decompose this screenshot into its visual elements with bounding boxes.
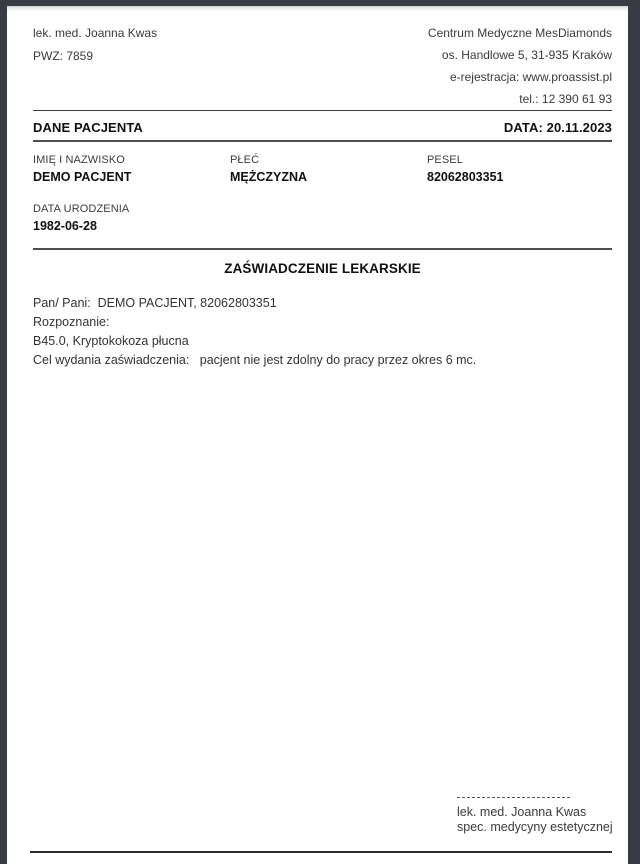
field-sex-label: PŁEĆ (230, 154, 260, 166)
certificate-body (33, 296, 612, 368)
patient-section-divider (33, 140, 612, 142)
doctor-pwz: PWZ: 7859 (33, 49, 94, 63)
patient-section-title: DANE PACJENTA (33, 120, 143, 135)
certificate-section-divider (33, 248, 612, 250)
patient-fields-row-1 (33, 153, 612, 185)
certificate-title: ZAŚWIADCZENIE LEKARSKIE (224, 261, 421, 276)
signature-doctor-name: lek. med. Joanna Kwas (457, 805, 587, 819)
clinic-eregistration: e-rejestracja: www.proassist.pl (449, 70, 612, 84)
field-sex-value: MĘŻCZYZNA (230, 170, 308, 184)
field-birthdate-label: DATA URODZENIA (33, 203, 130, 215)
signature-line (457, 797, 570, 798)
field-birthdate (33, 202, 230, 234)
doctor-name: lek. med. Joanna Kwas (33, 26, 158, 40)
signature-doctor-specialty: spec. medycyny estetycznej (457, 820, 613, 834)
document-page (7, 6, 628, 864)
patient-section-header (33, 111, 612, 135)
certificate-patient-line: Pan/ Pani: DEMO PACJENT, 82062803351 (33, 296, 277, 310)
document-header (33, 22, 612, 110)
field-name-value: DEMO PACJENT (33, 170, 132, 184)
field-name-label: IMIĘ I NAZWISKO (33, 154, 125, 166)
clinic-name: Centrum Medyczne MesDiamonds (427, 26, 612, 40)
patient-fields-row-2 (33, 202, 612, 234)
document-date: DATA: 20.11.2023 (503, 120, 612, 135)
signature-block (457, 797, 613, 835)
field-birthdate-value: 1982-06-28 (33, 219, 97, 233)
clinic-info-block (428, 22, 612, 110)
doctor-info-block (33, 22, 157, 110)
field-pesel-label: PESEL (427, 154, 463, 166)
certificate-diagnosis-value: B45.0, Kryptokokoza płucna (33, 334, 189, 348)
field-sex (230, 153, 427, 185)
clinic-address: os. Handlowe 5, 31-935 Kraków (441, 48, 612, 62)
field-name (33, 153, 230, 185)
field-pesel (427, 153, 612, 185)
field-pesel-value: 82062803351 (427, 170, 504, 184)
certificate-diagnosis-label: Rozpoznanie: (33, 315, 110, 329)
certificate-purpose-line: Cel wydania zaświadczenia: pacjent nie jest zdolny do pracy przez okres 6 mc. (33, 353, 477, 367)
clinic-phone: tel.: 12 390 61 93 (519, 92, 612, 106)
footer-divider (30, 851, 612, 853)
